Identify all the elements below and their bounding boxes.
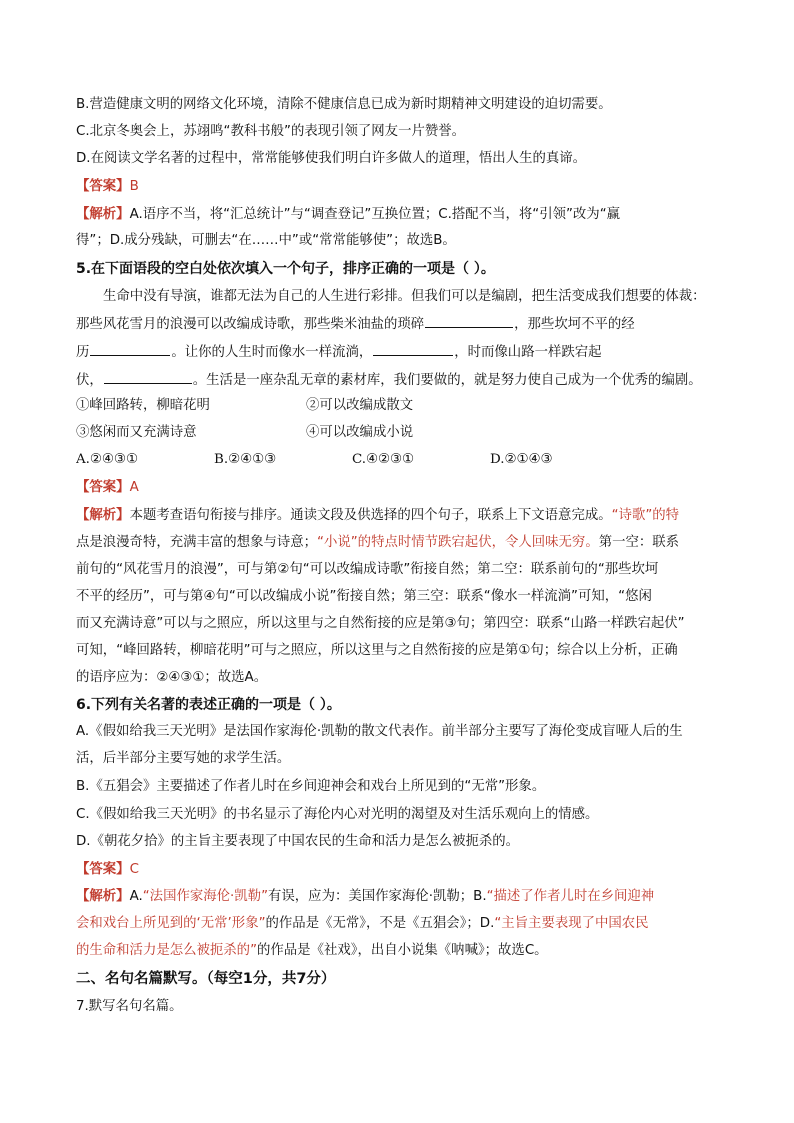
- q4-analysis-line-2: 得”；D.成分残缺，可删去“在……中”或“常常能够使”；故选B。: [76, 233, 456, 248]
- q5-analysis-line-5: 而又充满诗意”可以与之照应，所以这里与之自然衔接的应是第③句；第四空：联系“山路一样跌宕起伏”: [76, 616, 685, 631]
- q5-items-row-1: [76, 396, 736, 416]
- q6-analysis-line-3: [76, 941, 736, 961]
- analysis-highlight: “主旨主要表现了中国农民: [494, 916, 649, 931]
- q6-answer: [76, 860, 736, 880]
- q5-items-row-2: [76, 423, 736, 443]
- answer-value: B: [129, 179, 139, 194]
- answer-value: C: [129, 862, 139, 877]
- passage-text: ，时而像山路一样跌宕起: [454, 345, 602, 360]
- item-1: ①峰回路转，柳暗花明: [76, 398, 210, 413]
- q5-analysis-line-7: 的语序应为：②④③①；故选A。: [76, 670, 268, 685]
- passage-text: 历: [76, 345, 90, 360]
- choice-d[interactable]: D.②①④③: [490, 452, 553, 467]
- analysis-tag: 【解析】: [76, 207, 130, 222]
- q6-option-b: B.《五猖会》主要描述了作者儿时在乡间迎神会和戏台上所见到的“无常”形象。: [76, 779, 546, 794]
- passage-text: 那些风花雪月的浪漫可以改编成诗歌，那些柴米油盐的琐碎: [76, 317, 425, 332]
- item-4: ④可以改编成小说: [306, 425, 414, 440]
- analysis-text: 点是浪漫奇特，充满丰富的想象与诗意；: [76, 535, 318, 550]
- q6-option-c: C.《假如给我三天光明》的书名显示了海伦内心对光明的渴望及对生活乐观向上的情感。: [76, 807, 599, 822]
- q5-analysis-line-6: 可知，“峰回路转，柳暗花明”可与之照应，所以这里与之自然衔接的应是第①句；综合以上分析，正确: [76, 643, 678, 658]
- q6-option-d: D.《朝花夕拾》的主旨主要表现了中国农民的生命和活力是怎么被扼杀的。: [76, 834, 520, 849]
- analysis-text: A.: [129, 889, 143, 904]
- analysis-text: A.语序不当，将“汇总统计”与“调查登记”互换位置；C.搭配不当，将“引领”改为“赢: [129, 207, 621, 222]
- q5-answer: [76, 478, 736, 498]
- item-3: ③悠闲而又充满诗意: [76, 425, 197, 440]
- choice-b[interactable]: B.②④①③: [214, 452, 277, 467]
- q4-option-c: C.北京冬奥会上，苏翊鸣“教科书般”的表现引领了网友一片赞誉。: [76, 124, 466, 139]
- q6-option-a-line-1: A.《假如给我三天光明》是法国作家海伦·凯勒的散文代表作。前半部分主要写了海伦变成盲哑人后的生: [76, 724, 683, 739]
- q5-analysis-line-2: [76, 533, 736, 553]
- analysis-highlight: “诗歌”的特: [611, 508, 680, 523]
- answer-tag: 【答案】: [76, 179, 130, 194]
- section-2-heading: 二、名句名篇默写。（每空1分，共7分）: [76, 971, 336, 987]
- analysis-text: 的作品是《社戏》，出自小说集《呐喊》；故选C。: [257, 943, 548, 958]
- choice-a[interactable]: A.②④③①: [76, 452, 138, 467]
- passage-text: ，那些坎坷不平的经: [514, 317, 635, 332]
- passage-text: 。生活是一座杂乱无章的素材库，我们要做的，就是努力使自己成为一个优秀的编剧。: [192, 373, 702, 388]
- analysis-highlight: “描述了作者儿时在乡间迎神: [486, 889, 655, 904]
- choice-c[interactable]: C.④②③①: [352, 452, 415, 467]
- item-2: ②可以改编成散文: [306, 398, 414, 413]
- q5-stem: 5.在下面语段的空白处依次填入一个句子，排序正确的一项是（ ）。: [76, 261, 495, 277]
- q5-passage-line-3: [76, 341, 736, 363]
- passage-text: 伏，: [76, 373, 103, 388]
- answer-tag: 【答案】: [76, 480, 130, 495]
- q5-analysis-line-4: 不平的经历”，可与第④句“可以改编成小说”衔接自然；第三空：联系“像水一样流淌”可知，“悠闲: [76, 589, 652, 604]
- blank-5[interactable]: [104, 369, 192, 384]
- q5-passage-line-1: 生命中没有导演，谁都无法为自己的人生进行彩排。但我们可以是编剧，把生活变成我们想要的体裁：: [103, 289, 706, 304]
- q4-option-d: D.在阅读文学名著的过程中，常常能够使我们明白许多做人的道理，悟出人生的真谛。: [76, 151, 587, 166]
- q6-stem: 6.下列有关名著的表述正确的一项是（ ）。: [76, 697, 341, 713]
- analysis-highlight: 的生命和活力是怎么被扼杀的”: [76, 943, 258, 958]
- analysis-highlight: 会和戏台上所见到的‘无常’形象”: [76, 916, 266, 931]
- analysis-text: 本题考查语句衔接与排序。通读文段及供选择的四个句子，联系上下文语意完成。: [129, 508, 612, 523]
- q5-passage-line-4: [76, 369, 736, 391]
- blank-4[interactable]: [373, 341, 453, 356]
- q5-passage-line-2: [76, 313, 736, 335]
- analysis-tag: 【解析】: [76, 889, 130, 904]
- q5-analysis-line-3: 前句的“风花雪月的浪漫”，可与第②句“可以改编成诗歌”衔接自然；第二空：联系前句的“那些坎坷: [76, 562, 659, 577]
- analysis-tag: 【解析】: [76, 508, 130, 523]
- blank-3[interactable]: [90, 341, 170, 356]
- analysis-text: 第一空：联系: [598, 535, 680, 550]
- q6-analysis-line-2: [76, 914, 736, 934]
- analysis-highlight: “小说”的特点时情节跌宕起伏，令人回味无穷。: [317, 535, 599, 550]
- q6-analysis-line-1: [76, 887, 736, 907]
- passage-text: 。让你的人生时而像水一样流淌，: [171, 345, 373, 360]
- q5-analysis-line-1: [76, 506, 736, 526]
- answer-tag: 【答案】: [76, 862, 130, 877]
- q4-answer: [76, 177, 736, 197]
- blank-2[interactable]: [425, 313, 513, 328]
- analysis-highlight: “法国作家海伦·凯勒”: [142, 889, 269, 904]
- q4-analysis-line-1: [76, 205, 736, 225]
- q4-option-b: B.营造健康文明的网络文化环境，清除不健康信息已成为新时期精神文明建设的迫切需要。: [76, 97, 612, 112]
- q5-choices: [76, 450, 736, 470]
- answer-value: A: [129, 480, 139, 495]
- q6-option-a-line-2: 活，后半部分主要写她的求学生活。: [76, 751, 291, 766]
- analysis-text: 有误，应为：美国作家海伦·凯勒；B.: [268, 889, 487, 904]
- analysis-text: 的作品是《无常》，不是《五猖会》；D.: [265, 916, 495, 931]
- q7-stem: 7.默写名句名篇。: [76, 999, 183, 1014]
